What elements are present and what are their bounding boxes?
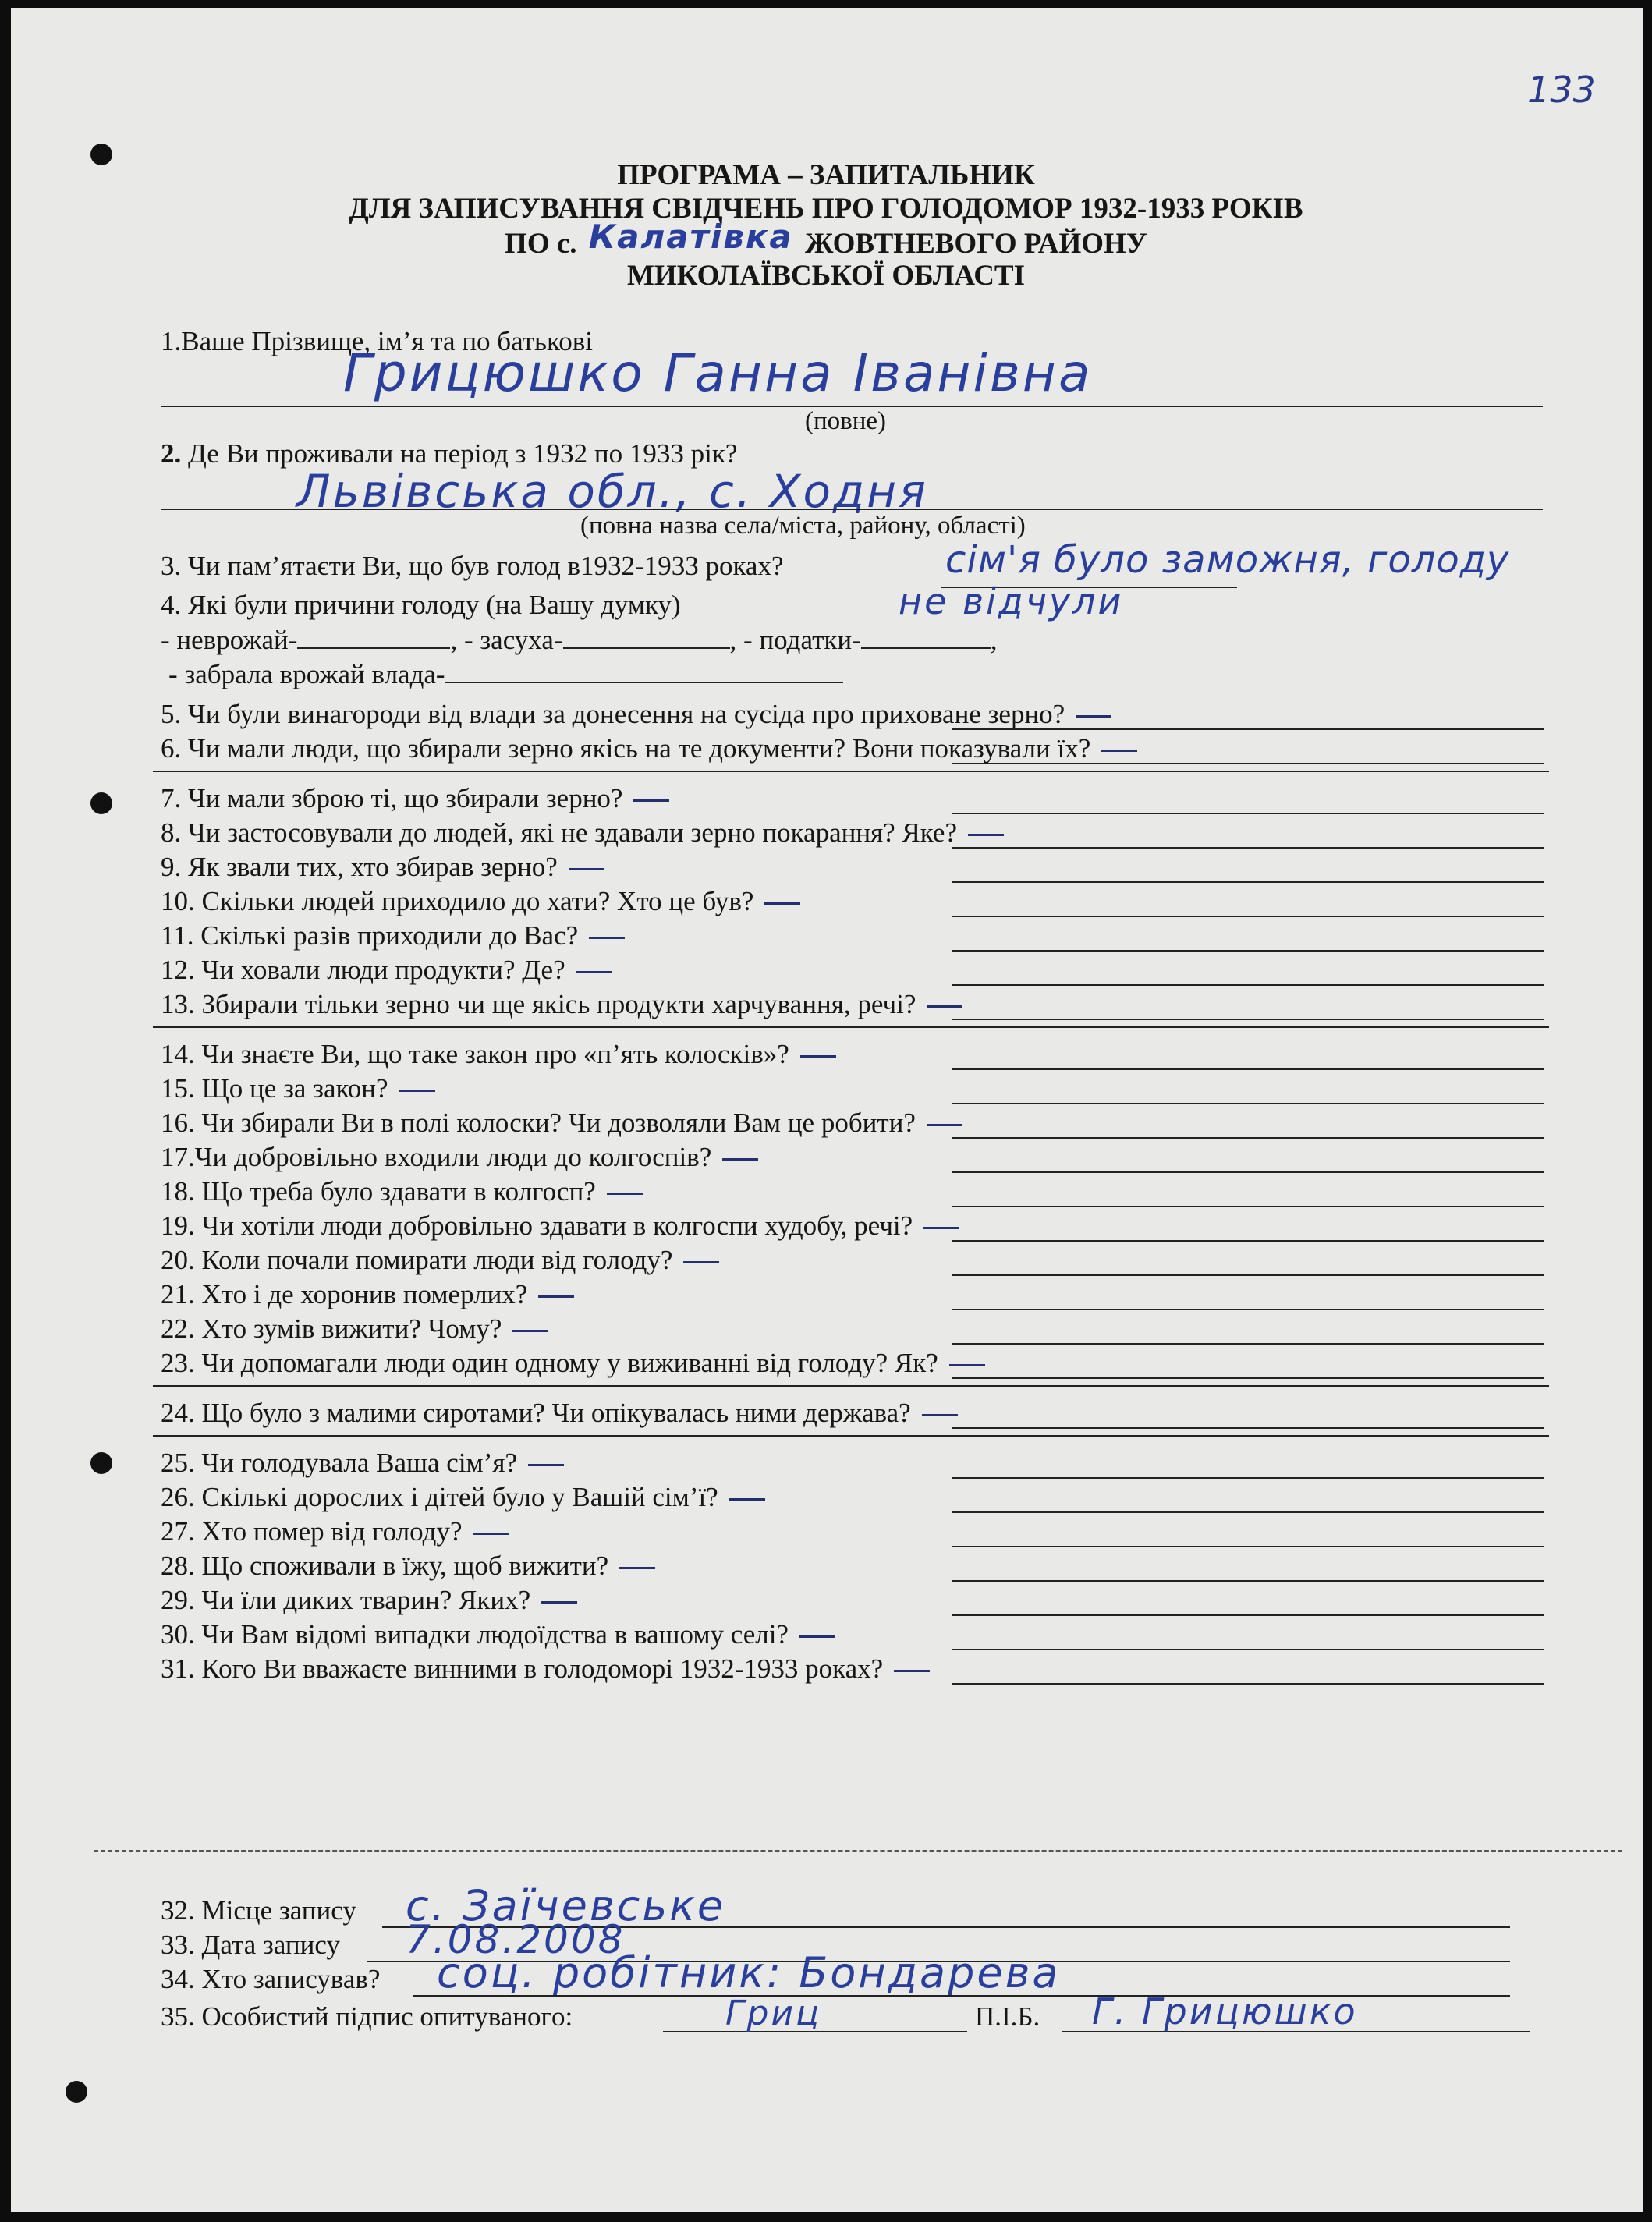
question-text: 11. Скількі разів приходили до Вас?: [161, 920, 579, 951]
question-row: [161, 1550, 655, 1582]
answer-line: [952, 728, 1544, 730]
dash-answer[interactable]: [949, 1364, 985, 1366]
answer-line: [952, 1580, 1544, 1582]
dash-answer[interactable]: [923, 1227, 959, 1229]
reason-drought: , - засуха-: [450, 625, 563, 655]
question-row: [161, 1073, 435, 1104]
question-row: [161, 1176, 643, 1207]
question-text: 30. Чи Вам відомі випадки людоїдства в вашому селі?: [161, 1619, 789, 1650]
question-row: [161, 733, 1137, 764]
dash-answer[interactable]: [894, 1670, 930, 1672]
dash-answer[interactable]: [1076, 715, 1111, 718]
form-region-line: [0, 218, 1652, 260]
reason-crop-failure-field[interactable]: [297, 624, 450, 649]
question-row: [161, 920, 625, 952]
dash-answer[interactable]: [399, 1090, 435, 1092]
question-text: 31. Кого Ви вважаєте винними в голодоморі 1932-1933 роках?: [161, 1653, 884, 1684]
cut-line: [94, 1850, 1622, 1852]
question-text: 28. Що споживали в їжу, щоб вижити?: [161, 1550, 609, 1581]
question-1-hint: (повне): [805, 407, 887, 435]
answer-line: [952, 1274, 1544, 1276]
question-32-answer[interactable]: с. Заїчевське: [406, 1881, 726, 1930]
question-3-answer-cont[interactable]: не відчули: [899, 580, 1124, 622]
question-33-label: 33. Дата запису: [161, 1930, 340, 1960]
reason-drought-field[interactable]: [563, 624, 730, 649]
answer-line[interactable]: [153, 1026, 1549, 1028]
question-text: 5. Чи були винагороди від влади за донесення на сусіда про приховане зерно?: [161, 699, 1065, 729]
answer-line[interactable]: [153, 1385, 1549, 1387]
dash-answer[interactable]: [473, 1533, 509, 1535]
question-row: [161, 699, 1111, 730]
answer-line[interactable]: [153, 771, 1549, 772]
dash-answer[interactable]: [538, 1295, 574, 1298]
answer-line: [952, 1019, 1544, 1020]
reason-crop-failure: - неврожай-: [161, 625, 298, 655]
punch-hole: [66, 2081, 87, 2103]
question-row: [161, 955, 612, 986]
dash-answer[interactable]: [683, 1261, 719, 1263]
question-text: 12. Чи ховали люди продукти? Де?: [161, 955, 565, 985]
answer-line: [952, 1137, 1544, 1139]
answer-line: [952, 1377, 1544, 1379]
dash-answer[interactable]: [927, 1005, 962, 1008]
question-2-hint: (повна назва села/міста, району, області): [580, 512, 1026, 540]
question-33-answer[interactable]: 7.08.2008: [406, 1917, 626, 1962]
answer-line: [161, 509, 1543, 510]
question-row: [161, 989, 962, 1020]
question-text: 20. Коли почали помирати люди від голоду?: [161, 1245, 673, 1275]
question-1-answer[interactable]: Грицюшко Ганна Іванівна: [343, 343, 1093, 403]
answer-line: [952, 1427, 1544, 1429]
reason-authorities: - забрала врожай влада-: [168, 659, 445, 689]
pib-label: П.І.Б.: [975, 2001, 1040, 2032]
form-subtitle: ДЛЯ ЗАПИСУВАННЯ СВІДЧЕНЬ ПРО ГОЛОДОМОР 1932-1933 РОКІВ: [349, 193, 1303, 225]
answer-line: [952, 1683, 1544, 1685]
answer-line: [952, 763, 1544, 764]
dash-answer[interactable]: [968, 834, 1004, 836]
answer-line: [952, 1649, 1544, 1650]
question-text: 16. Чи збирали Ви в полі колоски? Чи дозволяли Вам це робити?: [161, 1107, 916, 1138]
dash-answer[interactable]: [927, 1124, 962, 1126]
question-text: 15. Що це за закон?: [161, 1073, 388, 1104]
question-text: 25. Чи голодувала Ваша сім’я?: [161, 1448, 517, 1478]
dash-answer[interactable]: [512, 1330, 548, 1332]
dash-answer[interactable]: [799, 1635, 835, 1638]
question-3-label: 3. Чи пам’ятаєти Ви, що був голод в1932-1933 роках?: [161, 551, 784, 581]
question-text: 22. Хто зумів вижити? Чому?: [161, 1313, 502, 1344]
question-row: [161, 886, 800, 917]
reason-taxes-field[interactable]: [861, 624, 991, 649]
question-32-label: 32. Місце запису: [161, 1895, 356, 1926]
dash-answer[interactable]: [576, 971, 612, 973]
question-35-label: 35. Особистий підпис опитуваного:: [161, 2001, 573, 2032]
question-2-answer[interactable]: Львівська обл., с. Ходня: [296, 465, 928, 518]
question-row: [161, 852, 604, 883]
answer-line: [952, 1511, 1544, 1513]
question-row: [161, 1279, 574, 1310]
dash-answer[interactable]: [764, 902, 800, 905]
district-suffix: ЖОВТНЕВОГО РАЙОНУ: [804, 228, 1147, 260]
question-2-text: Де Ви проживали на період з 1932 по 1933 рік?: [188, 438, 738, 469]
question-row: [161, 1482, 765, 1513]
dash-answer[interactable]: [619, 1567, 655, 1569]
question-34-answer[interactable]: соц. робітник: Бондарева: [437, 1948, 1061, 1997]
question-row: [161, 1448, 564, 1479]
punch-hole: [90, 792, 112, 814]
answer-line: [952, 1206, 1544, 1207]
question-text: 8. Чи застосовували до людей, які не здавали зерно покарання? Яке?: [161, 817, 957, 848]
question-text: 27. Хто помер від голоду?: [161, 1516, 463, 1547]
question-text: 24. Що було з малими сиротами? Чи опікувалась ними держава?: [161, 1398, 911, 1428]
punch-hole: [90, 1452, 112, 1474]
question-row: [161, 1142, 758, 1173]
village-handwritten[interactable]: Калатівка: [588, 218, 793, 256]
answer-line: [952, 881, 1544, 883]
question-text: 21. Хто і де хоронив померлих?: [161, 1279, 528, 1309]
question-text: 17.Чи добровільно входили люди до колгоспів?: [161, 1142, 712, 1172]
question-text: 26. Скількі дорослих і дітей було у Вашій сім’ї?: [161, 1482, 718, 1512]
question-row: [161, 1245, 719, 1276]
question-row: [161, 1039, 836, 1070]
dash-answer[interactable]: [729, 1498, 765, 1501]
dash-answer[interactable]: [541, 1601, 577, 1604]
dash-answer[interactable]: [800, 1055, 836, 1058]
dash-answer[interactable]: [633, 799, 669, 802]
question-text: 13. Збирали тільки зерно чи ще якісь продукти харчування, речі?: [161, 989, 916, 1019]
dash-answer[interactable]: [722, 1158, 758, 1161]
question-text: 14. Чи знаєте Ви, що таке закон про «п’ять колосків»?: [161, 1039, 789, 1069]
answer-line: [952, 847, 1544, 849]
dash-answer[interactable]: [1101, 750, 1137, 752]
question-row: [161, 1210, 959, 1242]
question-row: [161, 1516, 509, 1547]
question-row: [161, 1653, 930, 1685]
answer-line: [952, 950, 1544, 952]
question-row: [161, 1398, 958, 1429]
page-number: 133: [1527, 69, 1596, 111]
answer-line: [952, 813, 1544, 814]
village-prefix: ПО с.: [505, 228, 577, 260]
answer-line: [952, 1171, 1544, 1173]
question-text: 18. Що треба було здавати в колгосп?: [161, 1176, 596, 1207]
dash-answer[interactable]: [589, 937, 625, 939]
question-text: 9. Як звали тих, хто збирав зерно?: [161, 852, 558, 882]
answer-line: [952, 1546, 1544, 1547]
question-row: [161, 1348, 985, 1379]
question-2-number: 2.: [161, 438, 182, 469]
question-text: 23. Чи допомагали люди один одному у виживанні від голоду? Як?: [161, 1348, 938, 1378]
dash-answer[interactable]: [607, 1193, 643, 1195]
answer-line: [952, 1103, 1544, 1104]
question-3-answer[interactable]: сім'я було заможня, голоду: [945, 538, 1510, 582]
dash-answer[interactable]: [528, 1464, 564, 1466]
question-text: 10. Скільки людей приходило до хати? Хто це був?: [161, 886, 754, 916]
question-text: 6. Чи мали люди, що збирали зерно якісь на те документи? Вони показували їх?: [161, 733, 1091, 764]
reason-line-2: [168, 658, 843, 690]
answer-line: [952, 984, 1544, 986]
answer-line: [952, 916, 1544, 917]
answer-line[interactable]: [153, 1435, 1549, 1437]
reason-authorities-field[interactable]: [445, 658, 843, 683]
answer-line: [952, 1068, 1544, 1070]
answer-line: [952, 1614, 1544, 1616]
question-row: [161, 783, 669, 814]
question-4-label: 4. Які були причини голоду (на Вашу думку): [161, 590, 681, 620]
question-row: [161, 1107, 962, 1139]
answer-line: [952, 1477, 1544, 1479]
question-row: [161, 817, 1004, 849]
question-text: 7. Чи мали зброю ті, що збирали зерно?: [161, 783, 623, 813]
question-text: 19. Чи хотіли люди добровільно здавати в колгоспи худобу, речі?: [161, 1210, 913, 1241]
answer-line: [952, 1343, 1544, 1345]
question-1-label: 1.Ваше Прізвище, ім’я та по батькові: [161, 326, 593, 356]
question-row: [161, 1619, 835, 1650]
answer-line: [952, 1240, 1544, 1242]
answer-line: [952, 1309, 1544, 1310]
question-text: 29. Чи їли диких тварин? Яких?: [161, 1585, 531, 1615]
reason-taxes: , - податки-: [729, 625, 861, 655]
dash-answer[interactable]: [922, 1414, 958, 1416]
pib-handwritten[interactable]: Г. Грицюшко: [1092, 1990, 1358, 2032]
form-oblast: МИКОЛАЇВСЬКОЇ ОБЛАСТІ: [627, 260, 1025, 292]
form-title: ПРОГРАМА – ЗАПИТАЛЬНИК: [617, 159, 1035, 191]
reason-line: - неврожай- , - засуха- , - податки- ,: [161, 625, 998, 655]
question-row: [161, 1585, 577, 1616]
dash-answer[interactable]: [569, 868, 604, 870]
signature-handwritten[interactable]: Гриц: [725, 1993, 821, 2033]
question-row: [161, 1313, 548, 1345]
question-34-label: 34. Хто записував?: [161, 1964, 381, 1994]
